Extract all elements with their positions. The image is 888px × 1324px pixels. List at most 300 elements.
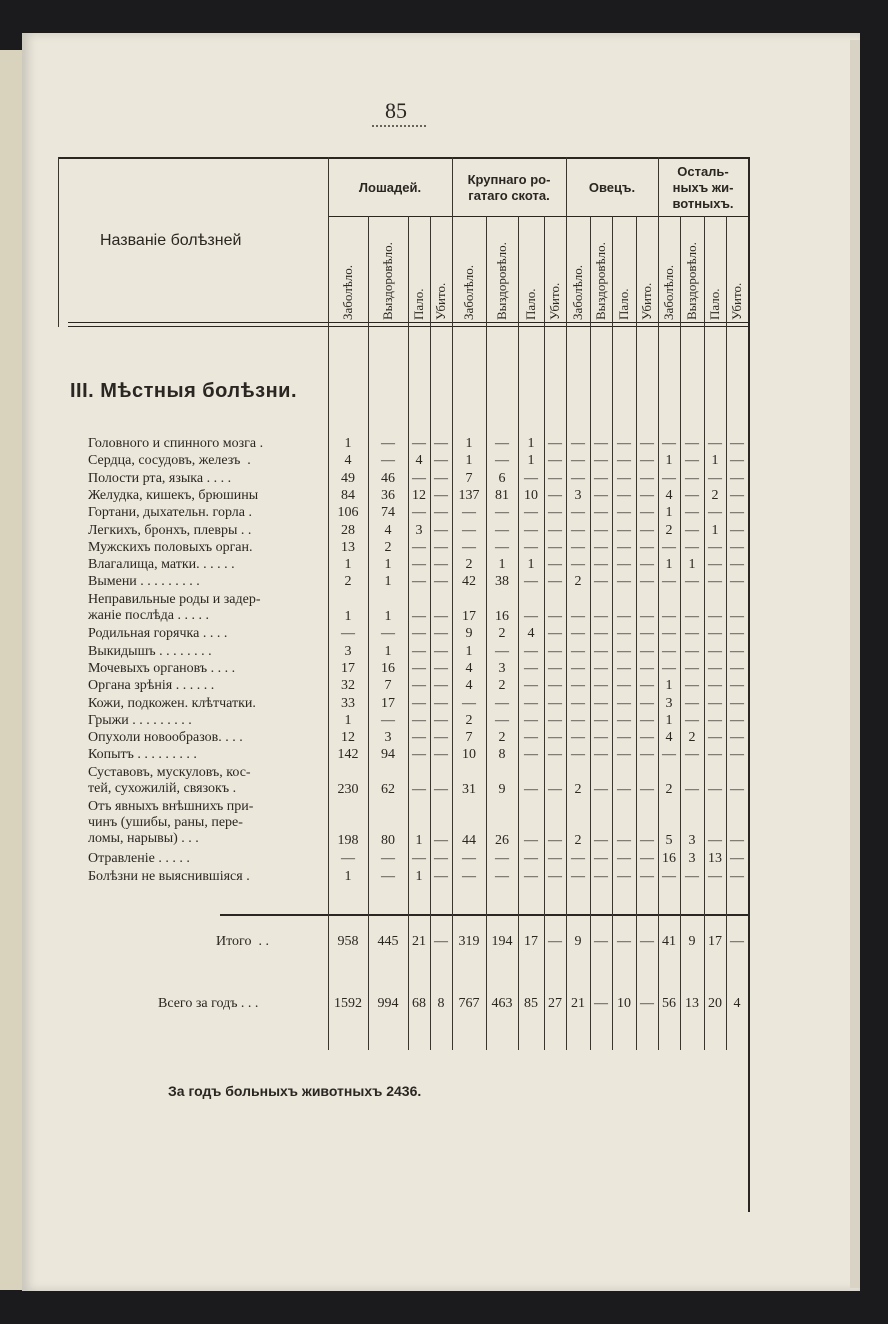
table-cell: 13 (341, 539, 355, 555)
group-header: Овецъ. (588, 180, 636, 195)
table-cell: — (617, 626, 631, 642)
table-cell: — (640, 868, 654, 884)
table-cell: — (708, 557, 722, 573)
table-cell: 81 (495, 487, 509, 503)
row-label: Легкихъ, бронхъ, плевры . . (88, 522, 252, 538)
table-cell: — (381, 868, 395, 884)
year-total-row-cell: 56 (662, 996, 676, 1011)
year-total-row-cell: 1592 (334, 996, 362, 1011)
table-cell: — (594, 574, 608, 590)
table-cell: 1 (384, 643, 392, 659)
table-cell: 4 (527, 626, 535, 642)
row-label: Болѣзни не выяснившіяся . (88, 868, 250, 884)
table-cell: — (730, 747, 744, 763)
table-cell: 4 (465, 660, 473, 676)
table-cell: — (730, 730, 744, 746)
row-label: Желудка, кишекъ, брюшины (88, 487, 259, 503)
column-header-disease-name: Названіе болѣзней (100, 232, 242, 249)
total-row-cell: 9 (574, 934, 582, 949)
table-cell: — (434, 660, 448, 676)
table-cell: — (708, 747, 722, 763)
table-cell: — (434, 574, 448, 590)
table-cell: 80 (381, 833, 395, 849)
table-cell: — (412, 747, 426, 763)
table-cell: — (730, 487, 744, 503)
table-cell: — (617, 574, 631, 590)
table-cell: 16 (381, 660, 395, 676)
table-cell: — (381, 851, 395, 867)
group-subheader-rule (658, 216, 748, 217)
table-cell: — (571, 747, 585, 763)
table-cell: 2 (465, 557, 473, 573)
table-cell: 2 (574, 574, 582, 590)
column-rule (452, 157, 453, 1050)
table-cell: — (524, 678, 538, 694)
table-cell: — (434, 833, 448, 849)
table-cell: — (548, 539, 562, 555)
table-cell: — (730, 712, 744, 728)
total-row-cell: 958 (337, 934, 359, 949)
table-cell: — (640, 851, 654, 867)
column-header-died: Пало. (616, 288, 631, 320)
column-header-killed: Убито. (547, 282, 562, 320)
table-cell: — (662, 868, 676, 884)
table-cell: — (434, 436, 448, 451)
year-total-row-cell: 21 (571, 996, 585, 1011)
table-cell: — (548, 487, 562, 503)
section-title: III. Мѣстныя болѣзни. (70, 380, 298, 402)
row-label: Грыжи . . . . . . . . . (88, 712, 192, 728)
table-cell: — (685, 678, 699, 694)
table-cell: — (412, 626, 426, 642)
column-rule (328, 157, 329, 1050)
total-row-cell: — (730, 934, 744, 949)
table-cell: — (640, 695, 654, 711)
table-cell: — (685, 574, 699, 590)
table-cell: — (571, 608, 585, 624)
table-cell: 1 (344, 868, 352, 884)
table-cell: — (617, 851, 631, 867)
table-cell: — (524, 539, 538, 555)
table-cell: — (662, 470, 676, 486)
table-cell: — (462, 522, 476, 538)
table-cell: — (434, 505, 448, 521)
table-cell: — (495, 643, 509, 659)
table-cell: — (730, 557, 744, 573)
table-cell: — (594, 695, 608, 711)
table-cell: — (341, 626, 355, 642)
table-cell: 33 (341, 695, 355, 711)
table-cell: — (594, 522, 608, 538)
table-cell: — (685, 453, 699, 469)
table-cell: 142 (337, 747, 359, 763)
table-cell: 2 (344, 574, 352, 590)
year-total-row-cell: 20 (708, 996, 722, 1011)
row-label: Отравленіе . . . . . (88, 851, 190, 867)
table-cell: 2 (498, 730, 506, 746)
table-cell: — (434, 453, 448, 469)
table-cell: 49 (341, 470, 355, 486)
table-cell: — (495, 539, 509, 555)
table-cell: — (685, 695, 699, 711)
total-row-cell: — (594, 934, 608, 949)
table-cell: — (571, 453, 585, 469)
page-number: 85 (385, 98, 407, 123)
table-cell: — (617, 539, 631, 555)
table-cell: 28 (341, 522, 355, 538)
group-header: Осталь- ныхъ жи- вотныхъ. (672, 164, 734, 211)
table-cell: — (412, 574, 426, 590)
table-cell: — (730, 436, 744, 451)
table-cell: — (708, 643, 722, 659)
row-label: Органа зрѣнія . . . . . . (88, 678, 215, 694)
table-cell: — (594, 539, 608, 555)
table-cell: — (662, 436, 676, 451)
table-cell: — (594, 660, 608, 676)
table-cell: — (412, 505, 426, 521)
table-cell: — (730, 868, 744, 884)
table-cell: 12 (341, 730, 355, 746)
column-header-fell-ill: Заболѣло. (340, 264, 355, 320)
group-header: Крупнаго ро- гатаго скота. (467, 172, 551, 203)
table-cell: — (640, 436, 654, 451)
table-cell: — (640, 487, 654, 503)
table-cell: — (495, 868, 509, 884)
table-cell: 4 (465, 678, 473, 694)
table-cell: 8 (498, 747, 506, 763)
table-cell: — (548, 608, 562, 624)
table-cell: 17 (462, 608, 476, 624)
table-cell: — (524, 574, 538, 590)
table-cell: 1 (344, 608, 352, 624)
table-cell: 1 (665, 453, 673, 469)
table-cell: 137 (458, 487, 480, 503)
table-cell: — (662, 747, 676, 763)
row-label: Головного и спинного мозга . (88, 436, 264, 451)
table-cell: — (434, 487, 448, 503)
table-cell: 2 (665, 522, 673, 538)
table-cell: — (381, 436, 395, 451)
table-cell: — (685, 747, 699, 763)
table-cell: — (412, 643, 426, 659)
table-cell: — (640, 643, 654, 659)
column-header-recovered: Выздоровѣло. (380, 242, 395, 320)
column-rule (566, 157, 567, 1050)
table-cell: — (685, 660, 699, 676)
year-total-row-cell: — (594, 996, 608, 1011)
table-cell: — (548, 505, 562, 521)
page-number-ornament (372, 125, 426, 127)
table-cell: 230 (337, 781, 359, 797)
table-cell: 4 (384, 522, 392, 538)
table-cell: — (640, 505, 654, 521)
table-cell: — (571, 522, 585, 538)
table-cell: — (617, 747, 631, 763)
table-cell: — (462, 539, 476, 555)
table-cell: — (685, 436, 699, 451)
table-cell: — (617, 833, 631, 849)
table-cell: — (617, 608, 631, 624)
table-cell: — (708, 470, 722, 486)
table-cell: — (548, 557, 562, 573)
table-cell: — (708, 730, 722, 746)
table-cell: 4 (344, 453, 352, 469)
table-cell: 3 (688, 833, 696, 849)
row-label: Сердца, сосудовъ, железъ . (88, 453, 251, 469)
table-cell: 94 (381, 747, 395, 763)
table-cell: — (708, 833, 722, 849)
table-cell: — (434, 695, 448, 711)
table-cell: — (571, 505, 585, 521)
table-cell: — (640, 539, 654, 555)
table-cell: — (381, 626, 395, 642)
table-cell: — (594, 851, 608, 867)
table-right-edge (748, 157, 750, 1212)
total-row-cell: — (617, 934, 631, 949)
table-cell: — (571, 557, 585, 573)
table-cell: — (594, 730, 608, 746)
table-cell: — (571, 643, 585, 659)
table-cell: — (617, 522, 631, 538)
table-cell: — (594, 608, 608, 624)
table-cell: — (495, 505, 509, 521)
table-cell: — (571, 712, 585, 728)
table-cell: — (730, 574, 744, 590)
table-cell: 1 (384, 557, 392, 573)
table-cell: 10 (524, 487, 538, 503)
column-header-died: Пало. (523, 288, 538, 320)
table-cell: — (708, 505, 722, 521)
table-cell: — (730, 695, 744, 711)
table-cell: — (434, 539, 448, 555)
table-cell: — (640, 608, 654, 624)
table-cell: — (548, 436, 562, 451)
table-cell: — (434, 730, 448, 746)
column-header-died: Пало. (707, 288, 722, 320)
table-cell: 2 (688, 730, 696, 746)
table-cell: — (524, 695, 538, 711)
table-cell: — (524, 868, 538, 884)
table-cell: — (708, 781, 722, 797)
table-cell: — (412, 851, 426, 867)
table-cell: — (548, 660, 562, 676)
table-cell: — (708, 626, 722, 642)
table-cell: 4 (415, 453, 423, 469)
row-label: Неправильные роды и задер- жаніе послѣда . . . . . (88, 591, 261, 623)
table-cell: 1 (527, 453, 535, 469)
total-row-cell: 319 (458, 934, 480, 949)
total-row-cell: 17 (524, 934, 538, 949)
table-cell: — (685, 781, 699, 797)
table-cell: — (730, 678, 744, 694)
table-cell: — (524, 730, 538, 746)
table-cell: 1 (465, 436, 473, 451)
table-cell: — (685, 608, 699, 624)
table-cell: — (594, 436, 608, 451)
table-cell: — (730, 781, 744, 797)
table-cell: 1 (498, 557, 506, 573)
table-cell: — (617, 660, 631, 676)
table-cell: — (640, 626, 654, 642)
row-label: Полости рта, языка . . . . (88, 470, 232, 486)
total-row-cell: 194 (491, 934, 513, 949)
row-label: Влагалища, матки. . . . . . (88, 557, 235, 573)
table-cell: 7 (465, 470, 473, 486)
row-label: Вымени . . . . . . . . . (88, 574, 200, 590)
table-cell: 4 (665, 730, 673, 746)
table-cell: — (617, 505, 631, 521)
table-cell: — (640, 712, 654, 728)
table-cell: — (708, 574, 722, 590)
table-cell: — (434, 522, 448, 538)
table-cell: 44 (462, 833, 476, 849)
table-cell: — (617, 678, 631, 694)
table-cell: — (524, 747, 538, 763)
table-cell: 1 (415, 833, 423, 849)
row-label: Кожи, подкожен. клѣтчатки. (88, 695, 256, 711)
table-cell: 3 (665, 695, 673, 711)
table-cell: — (412, 712, 426, 728)
table-cell: — (730, 453, 744, 469)
table-cell: — (548, 781, 562, 797)
table-cell: 2 (498, 678, 506, 694)
table-cell: 1 (527, 557, 535, 573)
table-cell: 1 (711, 453, 719, 469)
year-total-row-cell: 10 (617, 996, 631, 1011)
table-cell: — (708, 436, 722, 451)
column-rule (658, 157, 659, 1050)
table-cell: — (730, 608, 744, 624)
table-cell: — (662, 574, 676, 590)
table-cell: — (662, 626, 676, 642)
table-cell: — (434, 608, 448, 624)
table-cell: — (594, 470, 608, 486)
table-cell: — (412, 660, 426, 676)
column-header-fell-ill: Заболѣло. (461, 264, 476, 320)
table-cell: — (548, 626, 562, 642)
table-cell: — (571, 695, 585, 711)
table-cell: — (617, 730, 631, 746)
table-cell: 1 (384, 608, 392, 624)
column-header-killed: Убито. (433, 282, 448, 320)
table-cell: 3 (498, 660, 506, 676)
table-cell: 16 (495, 608, 509, 624)
table-cell: — (571, 626, 585, 642)
table-cell: — (548, 868, 562, 884)
year-total-row-cell: 994 (377, 996, 399, 1011)
table-cell: — (708, 539, 722, 555)
table-cell: 2 (574, 833, 582, 849)
total-row-cell: — (548, 934, 562, 949)
column-header-fell-ill: Заболѣло. (661, 264, 676, 320)
table-cell: 84 (341, 487, 355, 503)
table-cell: — (617, 868, 631, 884)
table-cell: — (662, 643, 676, 659)
table-cell: — (495, 436, 509, 451)
table-cell: — (434, 851, 448, 867)
table-cell: — (412, 608, 426, 624)
table-cell: — (708, 695, 722, 711)
table-cell: — (524, 522, 538, 538)
table-cell: 1 (665, 678, 673, 694)
total-row-cell: 21 (412, 934, 426, 949)
table-cell: — (662, 660, 676, 676)
table-cell: — (640, 522, 654, 538)
year-total-row-cell: 85 (524, 996, 538, 1011)
row-label: Опухоли новообразов. . . . (88, 730, 243, 746)
table-cell: — (640, 660, 654, 676)
table-cell: 17 (341, 660, 355, 676)
table-cell: — (462, 695, 476, 711)
table-cell: — (730, 522, 744, 538)
table-cell: — (571, 730, 585, 746)
table-cell: — (495, 522, 509, 538)
table-cell: — (548, 678, 562, 694)
row-label: Родильная горячка . . . . (88, 626, 228, 642)
column-header-killed: Убито. (639, 282, 654, 320)
table-cell: — (662, 608, 676, 624)
table-cell: — (708, 660, 722, 676)
table-cell: — (462, 505, 476, 521)
table-cell: — (594, 557, 608, 573)
table-cell: — (685, 487, 699, 503)
table-cell: 3 (688, 851, 696, 867)
table-cell: — (548, 833, 562, 849)
table-cell: — (685, 470, 699, 486)
table-cell: 16 (662, 851, 676, 867)
table-cell: — (594, 453, 608, 469)
table-cell: 12 (412, 487, 426, 503)
table-cell: — (495, 453, 509, 469)
total-row-cell: — (640, 934, 654, 949)
table-cell: — (685, 539, 699, 555)
table-cell: — (412, 557, 426, 573)
table-cell: — (594, 678, 608, 694)
table-cell: 1 (384, 574, 392, 590)
table-cell: — (548, 643, 562, 659)
table-cell: 2 (574, 781, 582, 797)
table-cell: — (524, 643, 538, 659)
table-cell: — (434, 470, 448, 486)
table-cell: — (617, 487, 631, 503)
table-cell: — (548, 453, 562, 469)
table-cell: — (412, 678, 426, 694)
table-cell: 1 (665, 712, 673, 728)
table-cell: — (412, 695, 426, 711)
page-edge (850, 40, 860, 1288)
table-cell: 3 (415, 522, 423, 538)
table-cell: — (708, 678, 722, 694)
table-cell: — (524, 660, 538, 676)
table-cell: 9 (498, 781, 506, 797)
table-cell: 32 (341, 678, 355, 694)
year-total-row-label: Всего за годъ . . . (158, 996, 259, 1011)
table-cell: — (708, 868, 722, 884)
table-cell: — (548, 712, 562, 728)
table-cell: 74 (381, 505, 395, 521)
table-cell: — (594, 505, 608, 521)
table-cell: — (730, 851, 744, 867)
table-cell: — (462, 868, 476, 884)
table-cell: — (640, 470, 654, 486)
table-cell: — (640, 747, 654, 763)
table-cell: — (571, 539, 585, 555)
table-cell: — (594, 643, 608, 659)
table-cell: 38 (495, 574, 509, 590)
table-cell: — (341, 851, 355, 867)
table-cell: — (434, 626, 448, 642)
table-cell: 3 (384, 730, 392, 746)
